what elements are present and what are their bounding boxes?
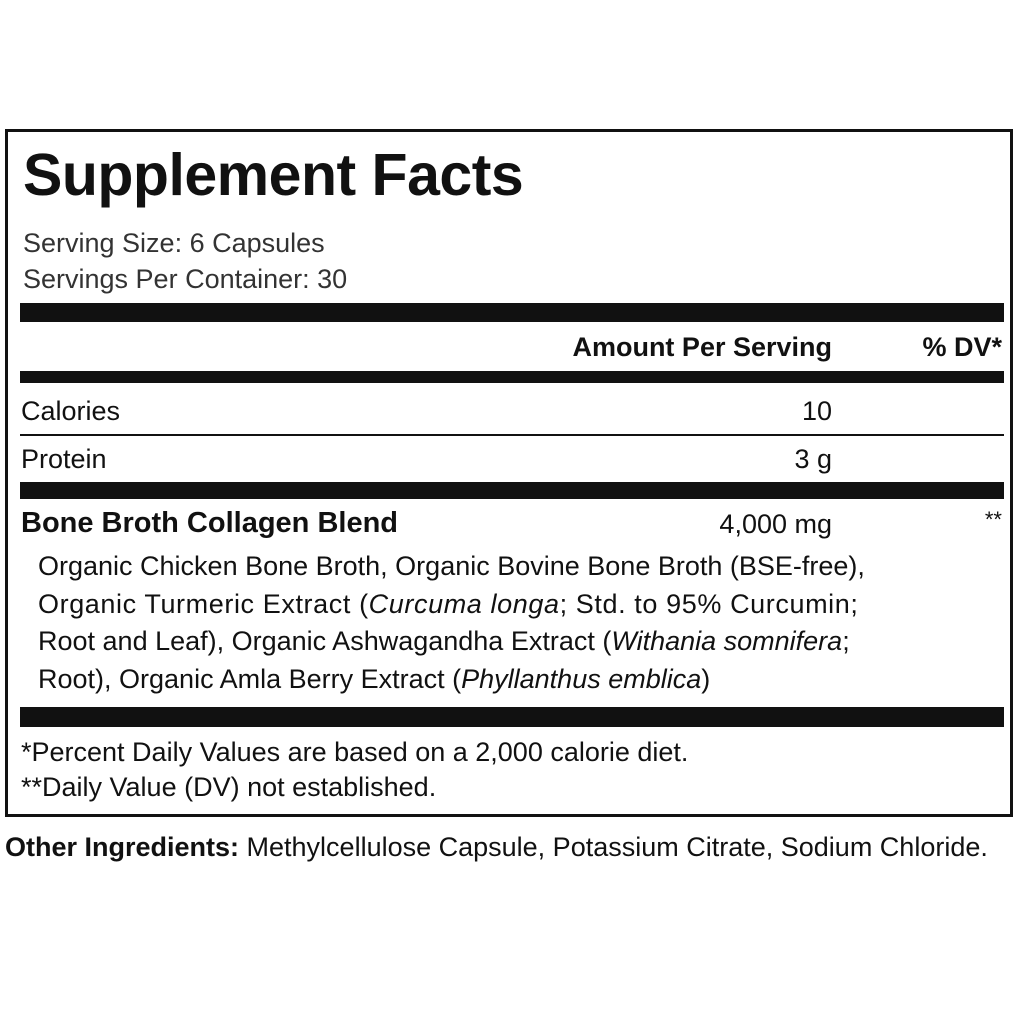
- botanical-name: Curcuma longa: [368, 588, 560, 619]
- row-protein-label: Protein: [21, 444, 107, 474]
- row-calories-amount: 10: [801, 396, 832, 426]
- ingredients-line: [38, 661, 1013, 699]
- ingredients-text: Organic Chicken Bone Broth, Organic Bovine Bone Broth (BSE-free),: [38, 551, 865, 581]
- ingredients-line: [38, 586, 1013, 624]
- column-header-amount: Amount Per Serving: [572, 332, 832, 362]
- ingredients-text: ;: [842, 626, 850, 656]
- divider-thick: [20, 707, 1004, 727]
- ingredients-line: [38, 548, 1013, 586]
- other-ingredients-text: Methylcellulose Capsule, Potassium Citrate, Sodium Chloride.: [239, 832, 988, 862]
- blend-dv: **: [984, 507, 1002, 532]
- ingredients-text: ): [701, 663, 711, 694]
- supplement-facts-panel: [5, 129, 1013, 817]
- divider-thick: [20, 303, 1004, 322]
- ingredients-text: ; Std. to 95% Curcumin;: [559, 588, 859, 619]
- botanical-name: Phyllanthus emblica: [461, 663, 702, 694]
- ingredients-text: Organic Turmeric Extract (: [38, 588, 369, 619]
- divider-medium: [20, 371, 1004, 383]
- ingredients-text: Root), Organic Amla Berry Extract (: [38, 663, 462, 694]
- footnote-dv-not-established: **Daily Value (DV) not established.: [21, 772, 437, 802]
- other-ingredients: [5, 828, 1020, 866]
- divider-thick: [20, 482, 1004, 499]
- serving-size: Serving Size: 6 Capsules: [23, 228, 325, 258]
- botanical-name: Withania somnifera: [611, 626, 843, 656]
- ingredients-text: Root and Leaf), Organic Ashwagandha Extract (: [38, 626, 612, 656]
- blend-ingredients: [38, 548, 1013, 698]
- blend-amount: 4,000 mg: [719, 509, 832, 539]
- footnote-daily-values: *Percent Daily Values are based on a 2,000 calorie diet.: [21, 737, 689, 767]
- row-calories-label: Calories: [21, 396, 121, 426]
- panel-title: Supplement Facts: [23, 142, 524, 208]
- ingredients-line: [38, 623, 1013, 661]
- column-header-dv: % DV*: [922, 332, 1002, 362]
- blend-name: Bone Broth Collagen Blend: [21, 507, 398, 539]
- divider-thin: [20, 434, 1004, 436]
- servings-per-container: Servings Per Container: 30: [23, 264, 348, 294]
- other-ingredients-label: Other Ingredients:: [5, 832, 240, 862]
- row-protein-amount: 3 g: [794, 444, 832, 474]
